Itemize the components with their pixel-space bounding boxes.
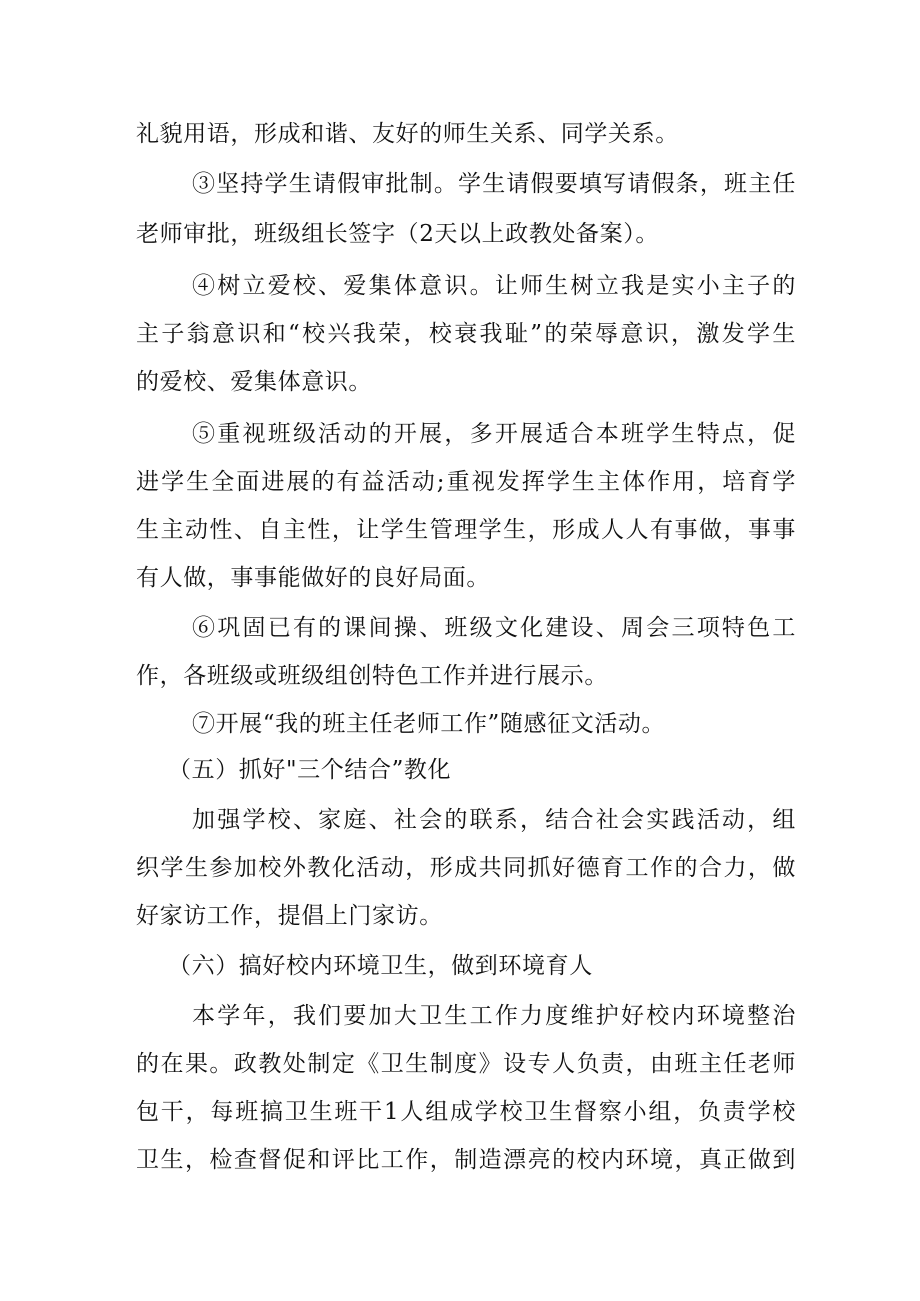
paragraph-line: 礼貌用语，形成和谐、友好的师生关系、同学关系。 xyxy=(136,121,679,147)
paragraph-line: 作，各班级或班级组创特色工作并进行展示。 xyxy=(136,663,608,689)
paragraph-line-item-3: ③坚持学生请假审批制。学生请假要填写请假条，班主任 xyxy=(192,171,796,197)
paragraph-line: 包干，每班搞卫生班干1人组成学校卫生督察小组，负责学校 xyxy=(136,1099,796,1125)
paragraph-line: 加强学校、家庭、社会的联系，结合社会实践活动，组 xyxy=(192,807,796,833)
section-heading-6: （六）搞好校内环境卫生，做到环境育人 xyxy=(168,953,593,979)
paragraph-line: 织学生参加校外教化活动，形成共同抓好德育工作的合力，做 xyxy=(136,855,796,881)
paragraph-line: 的爱校、爱集体意识。 xyxy=(136,369,372,395)
paragraph-line-item-4: ④树立爱校、爱集体意识。让师生树立我是实小主子的 xyxy=(192,273,796,299)
paragraph-line: 好家访工作，提倡上门家访。 xyxy=(136,903,443,929)
paragraph-line: 的在果。政教处制定《卫生制度》设专人负责，由班主任老师 xyxy=(136,1051,796,1077)
paragraph-line-item-5: ⑤重视班级活动的开展，多开展适合本班学生特点，促 xyxy=(192,421,796,447)
paragraph-line: 进学生全面进展的有益活动;重视发挥学生主体作用，培育学 xyxy=(136,469,796,495)
paragraph-line: 卫生，检查督促和评比工作，制造漂亮的校内环境，真正做到 xyxy=(136,1147,796,1173)
section-heading-5: （五）抓好"三个结合”教化 xyxy=(168,757,452,783)
paragraph-line-item-6: ⑥巩固已有的课间操、班级文化建设、周会三项特色工 xyxy=(192,615,796,641)
paragraph-line: 主子翁意识和“校兴我荣，校衰我耻”的荣辱意识，激发学生 xyxy=(136,321,796,347)
paragraph-line: 老师审批，班级组长签字（2天以上政教处备案）。 xyxy=(136,221,659,247)
paragraph-line: 本学年，我们要加大卫生工作力度维护好校内环境整治 xyxy=(192,1003,796,1029)
paragraph-line: 生主动性、自主性，让学生管理学生，形成人人有事做，事事 xyxy=(136,517,796,543)
paragraph-line: 有人做，事事能做好的良好局面。 xyxy=(136,565,490,591)
paragraph-line-item-7: ⑦开展“我的班主任老师工作”随感征文活动。 xyxy=(192,711,666,737)
